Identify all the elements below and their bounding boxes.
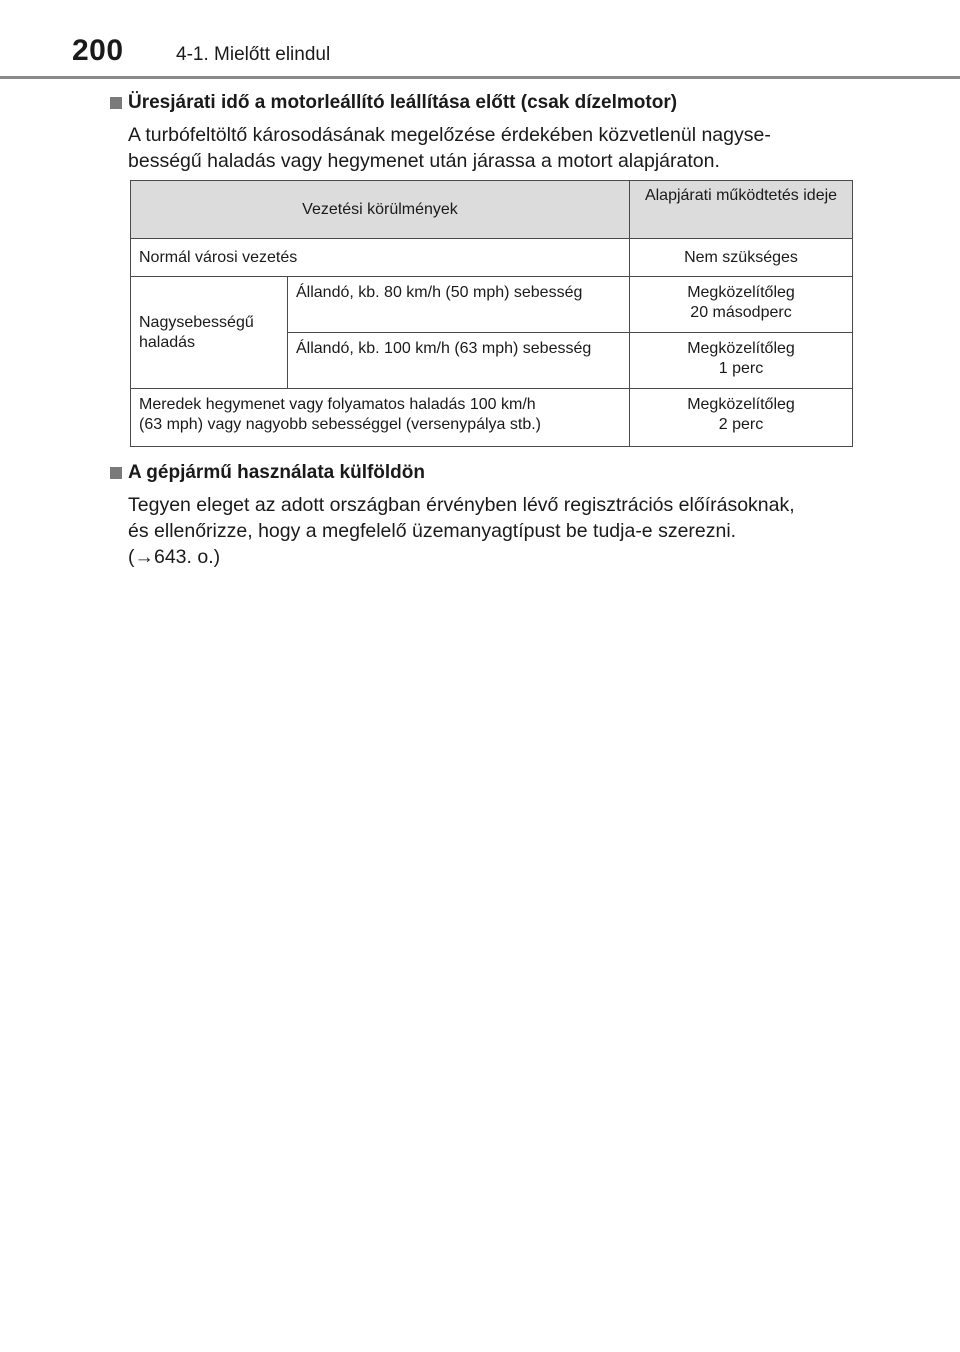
- paragraph-abroad: [128, 492, 852, 570]
- table-header-row: [131, 181, 853, 239]
- table-cell-line: 20 másodperc: [690, 304, 792, 321]
- paragraph-line: A turbófeltöltő károsodásának megelőzése érdekében közvetlenül nagyse-: [128, 124, 771, 146]
- table-row: [131, 389, 853, 447]
- heading-abroad: [110, 462, 425, 484]
- page-number: 200: [72, 34, 124, 67]
- table-cell-line: 2 perc: [718, 416, 764, 433]
- square-bullet-icon: [110, 467, 122, 479]
- table-cell-line: 1 perc: [718, 360, 764, 377]
- heading-idle-time: [110, 92, 677, 114]
- table-header-cell: Vezetési körülmények: [131, 181, 630, 239]
- square-bullet-icon: [110, 97, 122, 109]
- table-cell: [630, 277, 853, 333]
- table-cell: [630, 333, 853, 389]
- paragraph-line: és ellenőrizze, hogy a megfelelő üzemanyagtípust be tudja-e szerezni.: [128, 520, 737, 542]
- table-header-cell: Alapjárati működtetés ideje: [630, 181, 853, 239]
- paragraph-idle-time: [128, 122, 852, 174]
- table-group-cell: Nagysebességű haladás: [131, 277, 288, 389]
- paragraph-line: bességű haladás vagy hegymenet után járassa a motort alapjáraton.: [128, 150, 720, 172]
- table-cell-line: Meredek hegymenet vagy folyamatos haladás 100 km/h: [139, 396, 536, 413]
- header-divider: [0, 76, 960, 79]
- table-cell-line: (63 mph) vagy nagyobb sebességgel (versenypálya stb.): [139, 416, 541, 433]
- section-title: 4-1. Mielőtt elindul: [176, 44, 331, 65]
- page-reference: (→643. o.): [128, 546, 221, 568]
- table-cell-line: Megközelítőleg: [687, 284, 795, 301]
- table-cell: [131, 389, 630, 447]
- table-row: [131, 277, 853, 333]
- paragraph-line: Tegyen eleget az adott országban érvényben lévő regisztrációs előírásoknak,: [128, 494, 795, 516]
- table-cell: Nem szükséges: [630, 239, 853, 277]
- heading-text: A gépjármű használata külföldön: [128, 462, 426, 483]
- table-cell: [630, 389, 853, 447]
- table-cell-line: Megközelítőleg: [687, 340, 795, 357]
- table-cell-line: Megközelítőleg: [687, 396, 795, 413]
- page-header: [0, 0, 960, 80]
- table-cell: Állandó, kb. 100 km/h (63 mph) sebesség: [288, 333, 630, 389]
- table-row: [131, 239, 853, 277]
- table-cell: Normál városi vezetés: [131, 239, 630, 277]
- heading-text: Üresjárati idő a motorleállító leállítása előtt (csak dízelmotor): [128, 92, 678, 113]
- idle-time-table: [130, 180, 853, 447]
- table-cell: Állandó, kb. 80 km/h (50 mph) sebesség: [288, 277, 630, 333]
